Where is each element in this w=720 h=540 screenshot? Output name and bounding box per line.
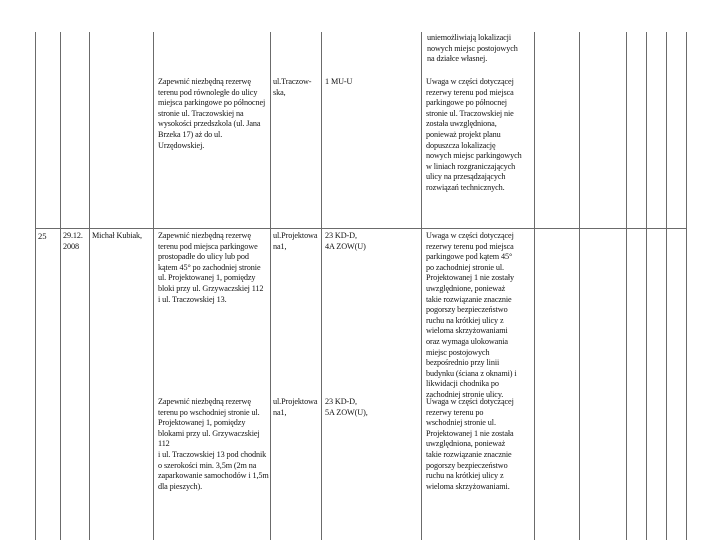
street-1: ul.Traczow- ska, bbox=[273, 77, 312, 97]
area-3: 23 KD-D, 5A ZOW(U), bbox=[325, 397, 368, 417]
column-divider bbox=[666, 32, 667, 540]
column-divider bbox=[579, 32, 580, 540]
column-divider bbox=[686, 32, 687, 540]
area-2: 23 KD-D, 4A ZOW(U) bbox=[325, 231, 366, 251]
entry-number: 25 bbox=[38, 231, 47, 241]
area-1: 1 MU-U bbox=[325, 77, 353, 86]
remark-3: Uwaga w części dotyczącej rezerwy terenu po wschodniej stronie ul. Projektowanej 1 nie została uwzględniona, ponieważ takie rozwiązanie znacznie pogorszy bezpieczeństwo ruchu na krótkiej ulicy z wieloma skrzyżowaniami. bbox=[426, 397, 514, 491]
column-divider bbox=[534, 32, 535, 540]
column-divider bbox=[270, 32, 271, 540]
street-3: ul.Projektowa na1, bbox=[273, 397, 318, 417]
column-divider bbox=[421, 32, 422, 540]
street-2: ul.Projektowa na1, bbox=[273, 231, 318, 251]
column-divider bbox=[153, 32, 154, 540]
column-divider bbox=[646, 32, 647, 540]
remark-2: Uwaga w części dotyczącej rezerwy terenu pod miejsca parkingowe pod kątem 45° po zachodniej stronie ul. Projektowanej 1 nie zostały uwzględnione, ponieważ takie rozwiązanie znacznie pogorszy bezpieczeństwo ruchu na krótkiej ulicy z wieloma skrzyżowaniami oraz wymaga ulokowania miejsc postojowych bezpośrednio przy linii budynku (ściana z oknami) i likwidacji chodnika po zachodniej stronie ulicy. bbox=[426, 231, 517, 399]
column-divider bbox=[60, 32, 61, 540]
entry-author: Michał Kubiak, bbox=[92, 231, 142, 240]
request-text-3: Zapewnić niezbędną rezerwę terenu po wschodniej stronie ul. Projektowanej 1, pomiędzy blokami przy ul. Grzywaczskiej 112 i ul. Traczowskiej 13 pod chodnik o szerokości min. 3,5m (2m na zaparkowanie samochodów i 1,5m dla pieszych). bbox=[158, 397, 269, 491]
entry-date: 29.12. 2008 bbox=[63, 231, 83, 251]
column-divider bbox=[321, 32, 322, 540]
request-text-2: Zapewnić niezbędną rezerwę terenu pod miejsca parkingowe prostopadłe do ulicy lub pod kątem 45° po zachodniej stronie ul. Projektowanej 1, pomiędzy bloki przy ul. Grzywaczskiej 112 i ul. Traczowskiej 13. bbox=[158, 231, 264, 304]
column-divider bbox=[35, 32, 36, 540]
column-divider bbox=[626, 32, 627, 540]
request-text-1: Zapewnić niezbędną rezerwę terenu pod równoległe do ulicy miejsca parkingowe po północnej stronie ul. Traczowskiej na wysokości przedszkola (ul. Jana Brzeka 17) aż do ul. Urzędowskiej. bbox=[158, 77, 266, 150]
row-divider bbox=[35, 228, 686, 229]
continuation-note: uniemożliwiają lokalizacji nowych miejsc postojowych na działce własnej. bbox=[427, 33, 518, 64]
column-divider bbox=[89, 32, 90, 540]
remark-1: Uwaga w części dotyczącej rezerwy terenu pod miejsca parkingowe po północnej stronie ul. Traczowskiej nie została uwzględniona, ponieważ projekt planu dopuszcza lokalizację nowych miejsc parkingowych w liniach rozgraniczających ulicy na przesądzających rozwiązań technicznych. bbox=[426, 77, 522, 192]
